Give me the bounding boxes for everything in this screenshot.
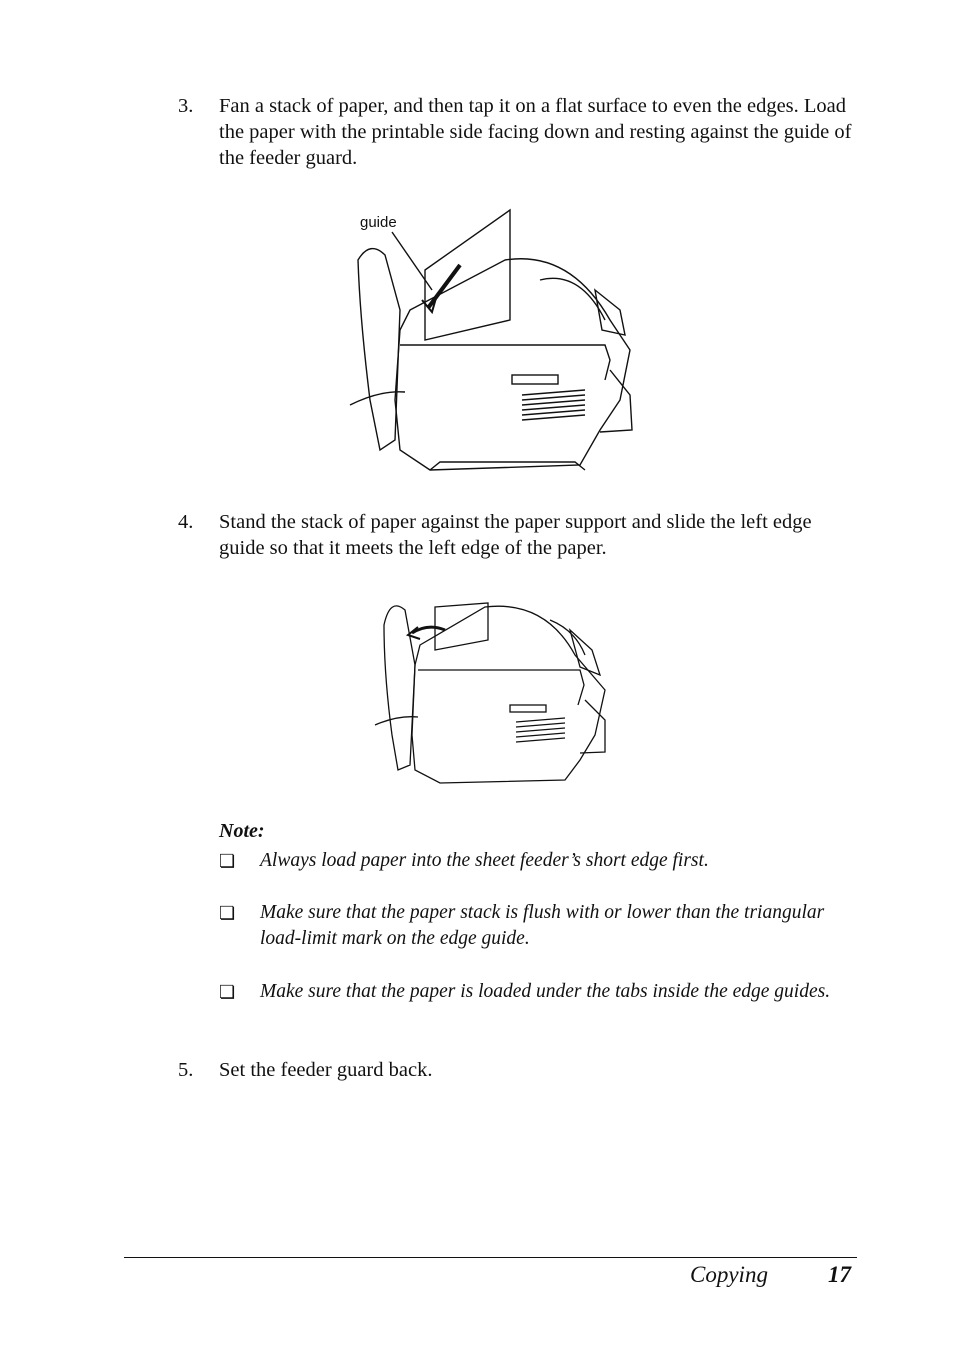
checkbox-bullet-icon: ❏	[219, 851, 236, 871]
step-number: 3.	[178, 95, 194, 117]
feeder-guard	[384, 606, 415, 770]
footer-section-title: Copying	[690, 1262, 768, 1287]
step-number: 4.	[178, 511, 194, 533]
vent-grille	[516, 718, 565, 742]
printer-label-plate	[512, 375, 558, 384]
page-number: 17	[828, 1262, 851, 1287]
note-item-text: Make sure that the paper is loaded under the tabs inside the edge guides.	[260, 981, 831, 1002]
control-panel	[595, 290, 625, 335]
footer-divider	[124, 1257, 857, 1258]
feeder-guard	[358, 249, 400, 450]
printer-seam	[400, 345, 610, 380]
printer-body	[412, 606, 605, 783]
printer-seam	[418, 670, 584, 705]
printer-label-plate	[510, 705, 546, 712]
checkbox-bullet-icon: ❏	[219, 903, 236, 923]
paper-sheet	[425, 210, 510, 340]
note-item-text: Make sure that the paper stack is flush with or lower than the triangular load-limit mark on the edge guide.	[260, 902, 825, 949]
step-5	[178, 1057, 858, 1083]
note-item	[219, 979, 839, 1005]
step-text: Stand the stack of paper against the paper support and slide the left edge guide so that it meets the left edge of the paper.	[219, 511, 812, 559]
checkbox-bullet-icon: ❏	[219, 982, 236, 1002]
step-3	[178, 93, 858, 171]
note-item	[219, 848, 839, 874]
printer-illustration-guide	[340, 200, 640, 475]
printer-lid-curve	[540, 278, 605, 320]
guide-callout-label: guide	[360, 214, 397, 231]
note-item	[219, 900, 839, 952]
note-item-text: Always load paper into the sheet feeder’s short edge first.	[260, 850, 709, 871]
guide-callout-line	[392, 232, 432, 290]
printer-illustration-edge-guide	[370, 595, 610, 787]
vent-grille	[522, 390, 585, 420]
step-4	[178, 509, 858, 561]
step-text: Fan a stack of paper, and then tap it on a flat surface to even the edges. Load the paper with the printable side facing down and resting against the guide of the feeder guard.	[219, 95, 852, 169]
note-title: Note:	[219, 820, 265, 842]
printer-lid-curve	[550, 620, 585, 655]
step-text: Set the feeder guard back.	[219, 1059, 433, 1081]
step-number: 5.	[178, 1059, 194, 1081]
